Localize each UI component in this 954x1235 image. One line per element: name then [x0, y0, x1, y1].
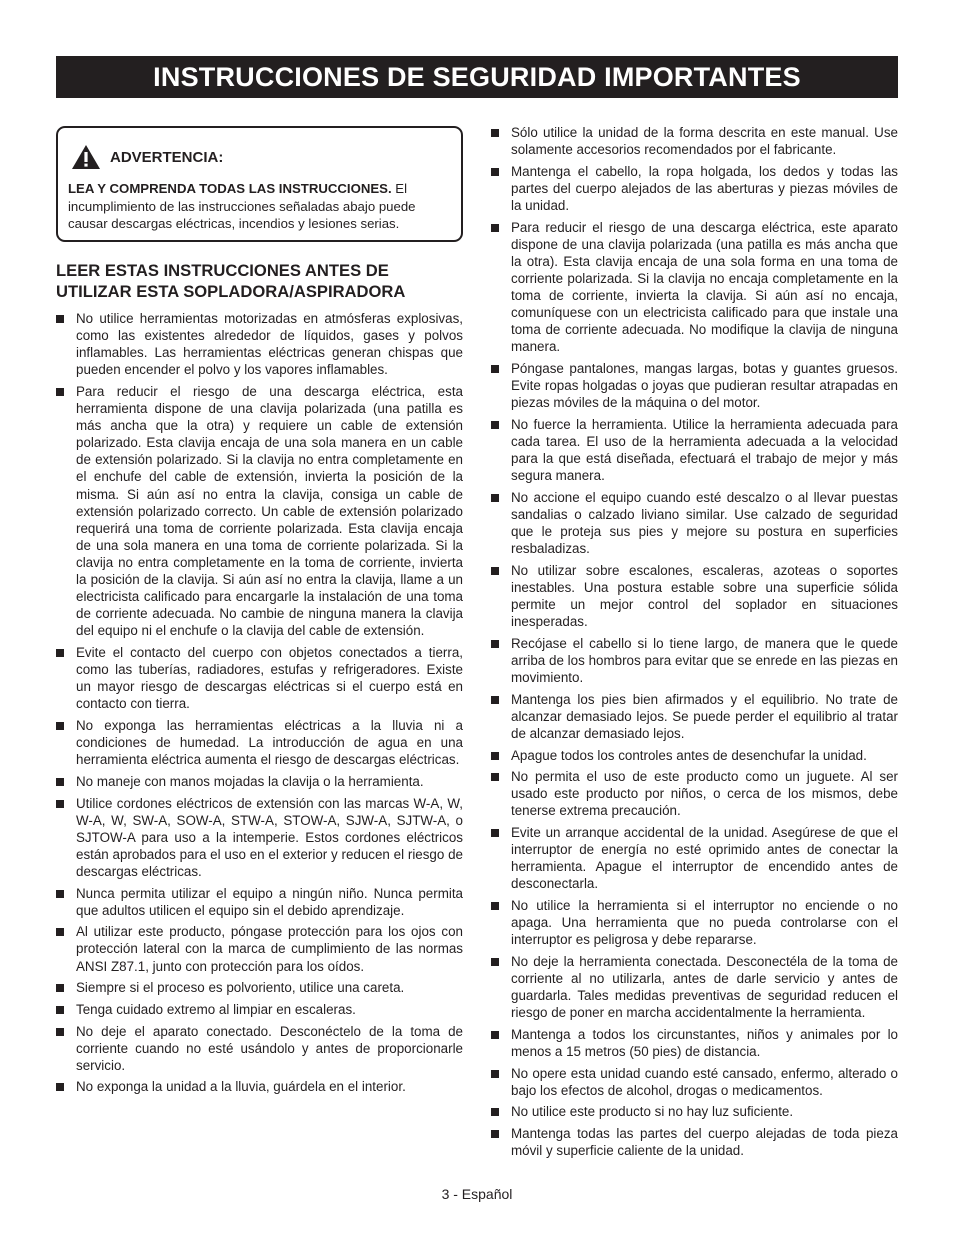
list-item: No fuerce la herramienta. Utilice la herramienta adecuada para cada tarea. El uso de la herramienta adecuada a la velocidad para la que está diseñada, efectuará el trabajo de mejor y más segura manera.: [491, 416, 898, 484]
warning-header: [68, 144, 451, 170]
list-item: No deje la herramienta conectada. Desconectéla de la toma de corriente al no utilizarla, antes de darle servicio y antes de guardarla. Tales medidas preventivas de seguridad reducen el riesgo de poner en marcha accidentalmente la herramienta.: [491, 953, 898, 1021]
list-item: Utilice cordones eléctricos de extensión con las marcas W-A, W, W-A, W, SW-A, SOW-A, STW-A, STOW-A, SJW-A, SJTW-A, o SJTOW-A para uso a la intemperie. Estos cordones eléctricos están aprobados para el uso en el exterior y reducen el riesgo de descargas eléctricas.: [56, 795, 463, 880]
list-item: Para reducir el riesgo de una descarga eléctrica, esta herramienta dispone de una clavija polarizada (una patilla es más ancha que la otra) y requiere un cable de extensión polarizado. Esta clavija encaja de una sola manera en un cable de extensión polarizado. Si la clavija no entra completamente en el enchufe del cable de extensión, invierta la posición de la misma. Si aún así no entra la clavija, consiga un cable de extensión polarizado correcto. Un cable de extensión polarizado requerirá una toma de corriente polarizada. Esta clavija encaja de una sola manera en una toma de corriente polarizada. Si la clavija no entra completamente en la toma de corriente, invierta la posición de la clavija. Si aún así no entra la clavija, llame a un electricista calificado para encargarle la instalación de una toma de corriente adecuada. No cambie de ninguna manera la clavija del equipo ni el enchufe o la clavija del cable de extensión.: [56, 383, 463, 639]
list-item: No permita el uso de este producto como un juguete. Al ser usado este producto por niños, o cerca de los mismos, debe tenerse extrema precaución.: [491, 768, 898, 819]
list-item: No exponga las herramientas eléctricas a la lluvia ni a condiciones de humedad. La introducción de agua en una herramienta eléctrica aumenta el riesgo de descargas eléctricas.: [56, 717, 463, 768]
list-item: No utilice este producto si no hay luz suficiente.: [491, 1103, 898, 1120]
warning-bold-text: LEA Y COMPRENDA TODAS LAS INSTRUCCIONES.: [68, 181, 392, 196]
list-item: No utilice herramientas motorizadas en atmósferas explosivas, como las existentes alrededor de líquidos, gases y polvos inflamables. Las herramientas eléctricas generan chispas que pueden encender el polvo y los vapores inflamables.: [56, 310, 463, 378]
list-item: Tenga cuidado extremo al limpiar en escaleras.: [56, 1001, 463, 1018]
list-item: Nunca permita utilizar el equipo a ningún niño. Nunca permita que adultos utilicen el equipo sin el debido aprendizaje.: [56, 885, 463, 919]
right-column: [491, 124, 898, 1164]
list-item: No deje el aparato conectado. Desconéctelo de la toma de corriente cuando no esté usándolo y antes de proporcionarle servicio.: [56, 1023, 463, 1074]
left-bullet-list: [56, 310, 463, 1096]
list-item: Evite un arranque accidental de la unidad. Asegúrese de que el interruptor de energía no esté oprimido antes de conectar la herramienta. Apague el interruptor de encendido antes de desconectarla.: [491, 824, 898, 892]
list-item: No accione el equipo cuando esté descalzo o al llevar puestas sandalias o calzado liviano similar. Use calzado de seguridad que le proteja sus pies y mejore su postura en superficies resbaladizas.: [491, 489, 898, 557]
list-item: Recójase el cabello si lo tiene largo, de manera que le quede arriba de los hombros para evitar que se enrede en las piezas en movimiento.: [491, 635, 898, 686]
warning-label: ADVERTENCIA:: [110, 148, 224, 166]
list-item: Mantenga los pies bien afirmados y el equilibrio. No trate de alcanzar demasiado lejos. Se puede perder el equilibrio al tratar de alcanzar demasiado lejos.: [491, 691, 898, 742]
list-item: Mantenga el cabello, la ropa holgada, los dedos y todas las partes del cuerpo alejados de las aberturas y piezas móviles de la unidad.: [491, 163, 898, 214]
warning-body-text: El incumplimiento de las instrucciones señaladas abajo puede causar descargas eléctricas, incendios y lesiones serias.: [68, 181, 416, 232]
list-item: Póngase pantalones, mangas largas, botas y guantes gruesos. Evite ropas holgadas o joyas que pudieran resultar atrapadas en piezas móviles de la máquina o del motor.: [491, 360, 898, 411]
left-column: [56, 126, 463, 1100]
list-item: No utilizar sobre escalones, escaleras, azoteas o soportes inestables. Una postura estable sobre una superficie sólida permite un mejor control del soplador en situaciones inesperadas.: [491, 562, 898, 630]
list-item: Apague todos los controles antes de desenchufar la unidad.: [491, 747, 898, 764]
list-item: No utilice la herramienta si el interruptor no enciende o no apaga. Una herramienta que no pueda controlarse con el interruptor es peligrosa y debe repararse.: [491, 897, 898, 948]
list-item: Sólo utilice la unidad de la forma descrita en este manual. Use solamente accesorios recomendados por el fabricante.: [491, 124, 898, 158]
list-item: No maneje con manos mojadas la clavija o la herramienta.: [56, 773, 463, 790]
list-item: Al utilizar este producto, póngase protección para los ojos con protección lateral con la marca de cumplimiento de las normas ANSI Z87.1, junto con protección para los oídos.: [56, 923, 463, 974]
right-bullet-list: [491, 124, 898, 1159]
page-title: INSTRUCCIONES DE SEGURIDAD IMPORTANTES: [56, 56, 898, 98]
section-heading: LEER ESTAS INSTRUCCIONES ANTES DE UTILIZAR ESTA SOPLADORA/ASPIRADORA: [56, 261, 406, 301]
list-item: Mantenga todas las partes del cuerpo alejadas de toda pieza móvil y superficie caliente de la unidad.: [491, 1125, 898, 1159]
page-footer: 3 - Español: [441, 1186, 513, 1202]
list-item: Siempre si el proceso es polvoriento, utilice una careta.: [56, 979, 463, 996]
list-item: No opere esta unidad cuando esté cansado, enfermo, alterado o bajo los efectos de alcohol, drogas o medicamentos.: [491, 1065, 898, 1099]
list-item: Mantenga a todos los circunstantes, niños y animales por lo menos a 15 metros (50 pies) de distancia.: [491, 1026, 898, 1060]
list-item: Para reducir el riesgo de una descarga eléctrica, este aparato dispone de una clavija polarizada (una patilla es más ancha que la otra). Esta clavija encaja de una sola forma en una toma de corriente polarizada. Si la clavija no encaja completamente en la toma de corriente, invierta la clavija. Si aún así no encaja, comuníquese con un electricista calificado para que instale una toma de corriente adecuada. No modifique la clavija de ninguna manera.: [491, 219, 898, 356]
warning-box: [56, 126, 463, 242]
list-item: No exponga la unidad a la lluvia, guárdela en el interior.: [56, 1078, 463, 1095]
warning-text: [68, 180, 451, 233]
warning-triangle-icon: [71, 144, 101, 170]
list-item: Evite el contacto del cuerpo con objetos conectados a tierra, como las tuberías, radiadores, estufas y refrigeradores. Existe un mayor riesgo de descargas eléctricas si el cuerpo está en contacto con tierra.: [56, 644, 463, 712]
